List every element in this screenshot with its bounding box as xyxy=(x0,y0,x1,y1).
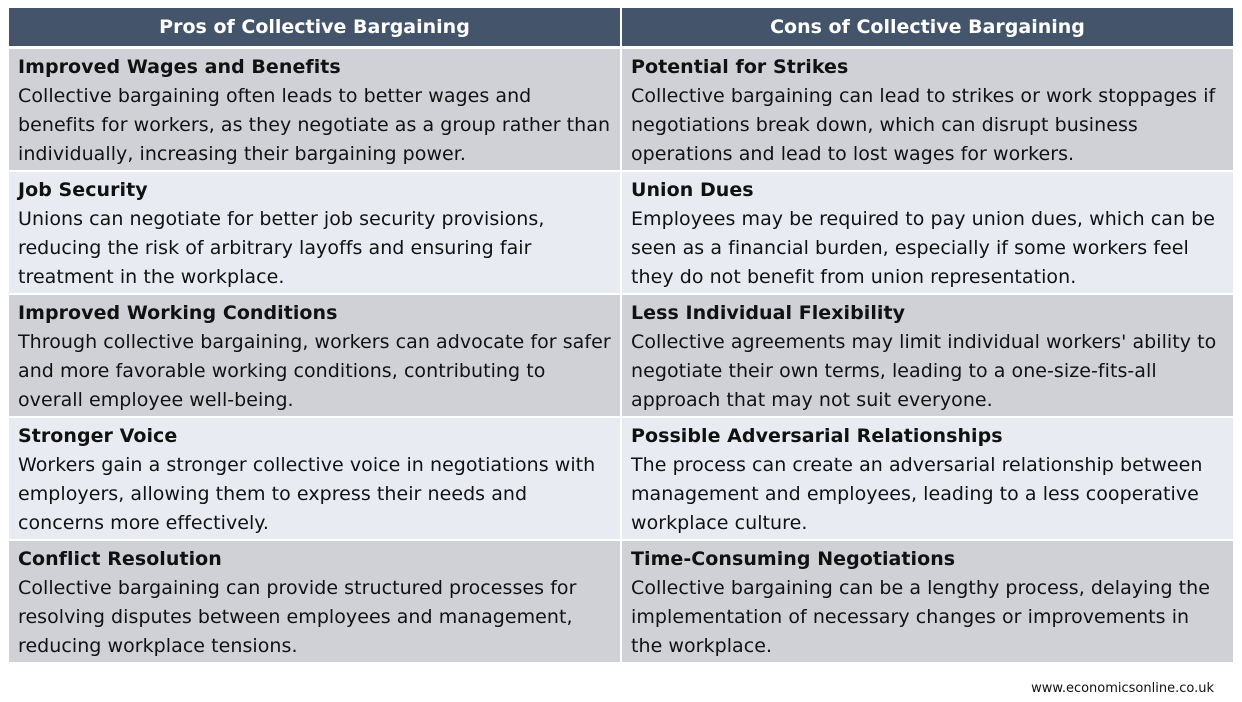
con-text: Collective bargaining can be a lengthy process, delaying the implementation of necessary changes or improvements in the workplace. xyxy=(631,576,1211,657)
pro-cell xyxy=(9,540,621,663)
pro-title: Conflict Resolution xyxy=(18,547,222,570)
pro-text: Collective bargaining often leads to better wages and benefits for workers, as they negotiate as a group rather than individually, increasing their bargaining power. xyxy=(18,85,611,165)
pro-cell xyxy=(9,294,621,417)
pro-cell xyxy=(9,171,621,294)
cons-column-header: Cons of Collective Bargaining xyxy=(621,8,1233,48)
pro-title: Stronger Voice xyxy=(18,424,178,447)
con-title: Potential for Strikes xyxy=(631,56,849,78)
con-text: Employees may be required to pay union dues, which can be seen as a financial burden, especially if some workers feel they do not benefit from union representation. xyxy=(631,207,1216,288)
con-title: Union Dues xyxy=(631,178,754,201)
source-url: www.economicsonline.co.uk xyxy=(1031,681,1214,696)
pro-title: Job Security xyxy=(18,178,148,201)
con-cell xyxy=(621,171,1233,294)
con-cell xyxy=(621,540,1233,663)
pros-cons-table xyxy=(9,8,1233,664)
con-text: Collective bargaining can lead to strikes or work stoppages if negotiations break down, which can disrupt business operations and lead to lost wages for workers. xyxy=(631,85,1216,165)
table-row xyxy=(9,540,1233,663)
con-cell xyxy=(621,48,1233,171)
con-text: Collective agreements may limit individual workers' ability to negotiate their own terms, leading to a one-size-fits-all approach that may not suit everyone. xyxy=(631,330,1217,411)
pro-text: Unions can negotiate for better job security provisions, reducing the risk of arbitrary layoffs and ensuring fair treatment in the workplace. xyxy=(18,207,545,288)
con-text: The process can create an adversarial relationship between management and employees, leading to a less cooperative workplace culture. xyxy=(631,453,1203,534)
con-title: Less Individual Flexibility xyxy=(631,301,906,324)
pro-text: Through collective bargaining, workers can advocate for safer and more favorable working conditions, contributing to overall employee well-being. xyxy=(18,330,611,411)
table-row xyxy=(9,48,1233,171)
pro-text: Workers gain a stronger collective voice in negotiations with employers, allowing them to express their needs and concerns more effectively. xyxy=(18,453,596,534)
table-row xyxy=(9,171,1233,294)
pro-title: Improved Wages and Benefits xyxy=(18,56,341,78)
table-header-row xyxy=(9,8,1233,48)
con-title: Possible Adversarial Relationships xyxy=(631,424,1003,447)
table-row xyxy=(9,417,1233,540)
con-title: Time-Consuming Negotiations xyxy=(631,547,956,570)
con-cell xyxy=(621,417,1233,540)
con-cell xyxy=(621,294,1233,417)
table-row xyxy=(9,294,1233,417)
pro-cell xyxy=(9,48,621,171)
pros-column-header: Pros of Collective Bargaining xyxy=(9,8,621,48)
pro-title: Improved Working Conditions xyxy=(18,301,338,324)
pro-cell xyxy=(9,417,621,540)
pro-text: Collective bargaining can provide structured processes for resolving disputes between employees and management, reducing workplace tensions. xyxy=(18,576,577,657)
